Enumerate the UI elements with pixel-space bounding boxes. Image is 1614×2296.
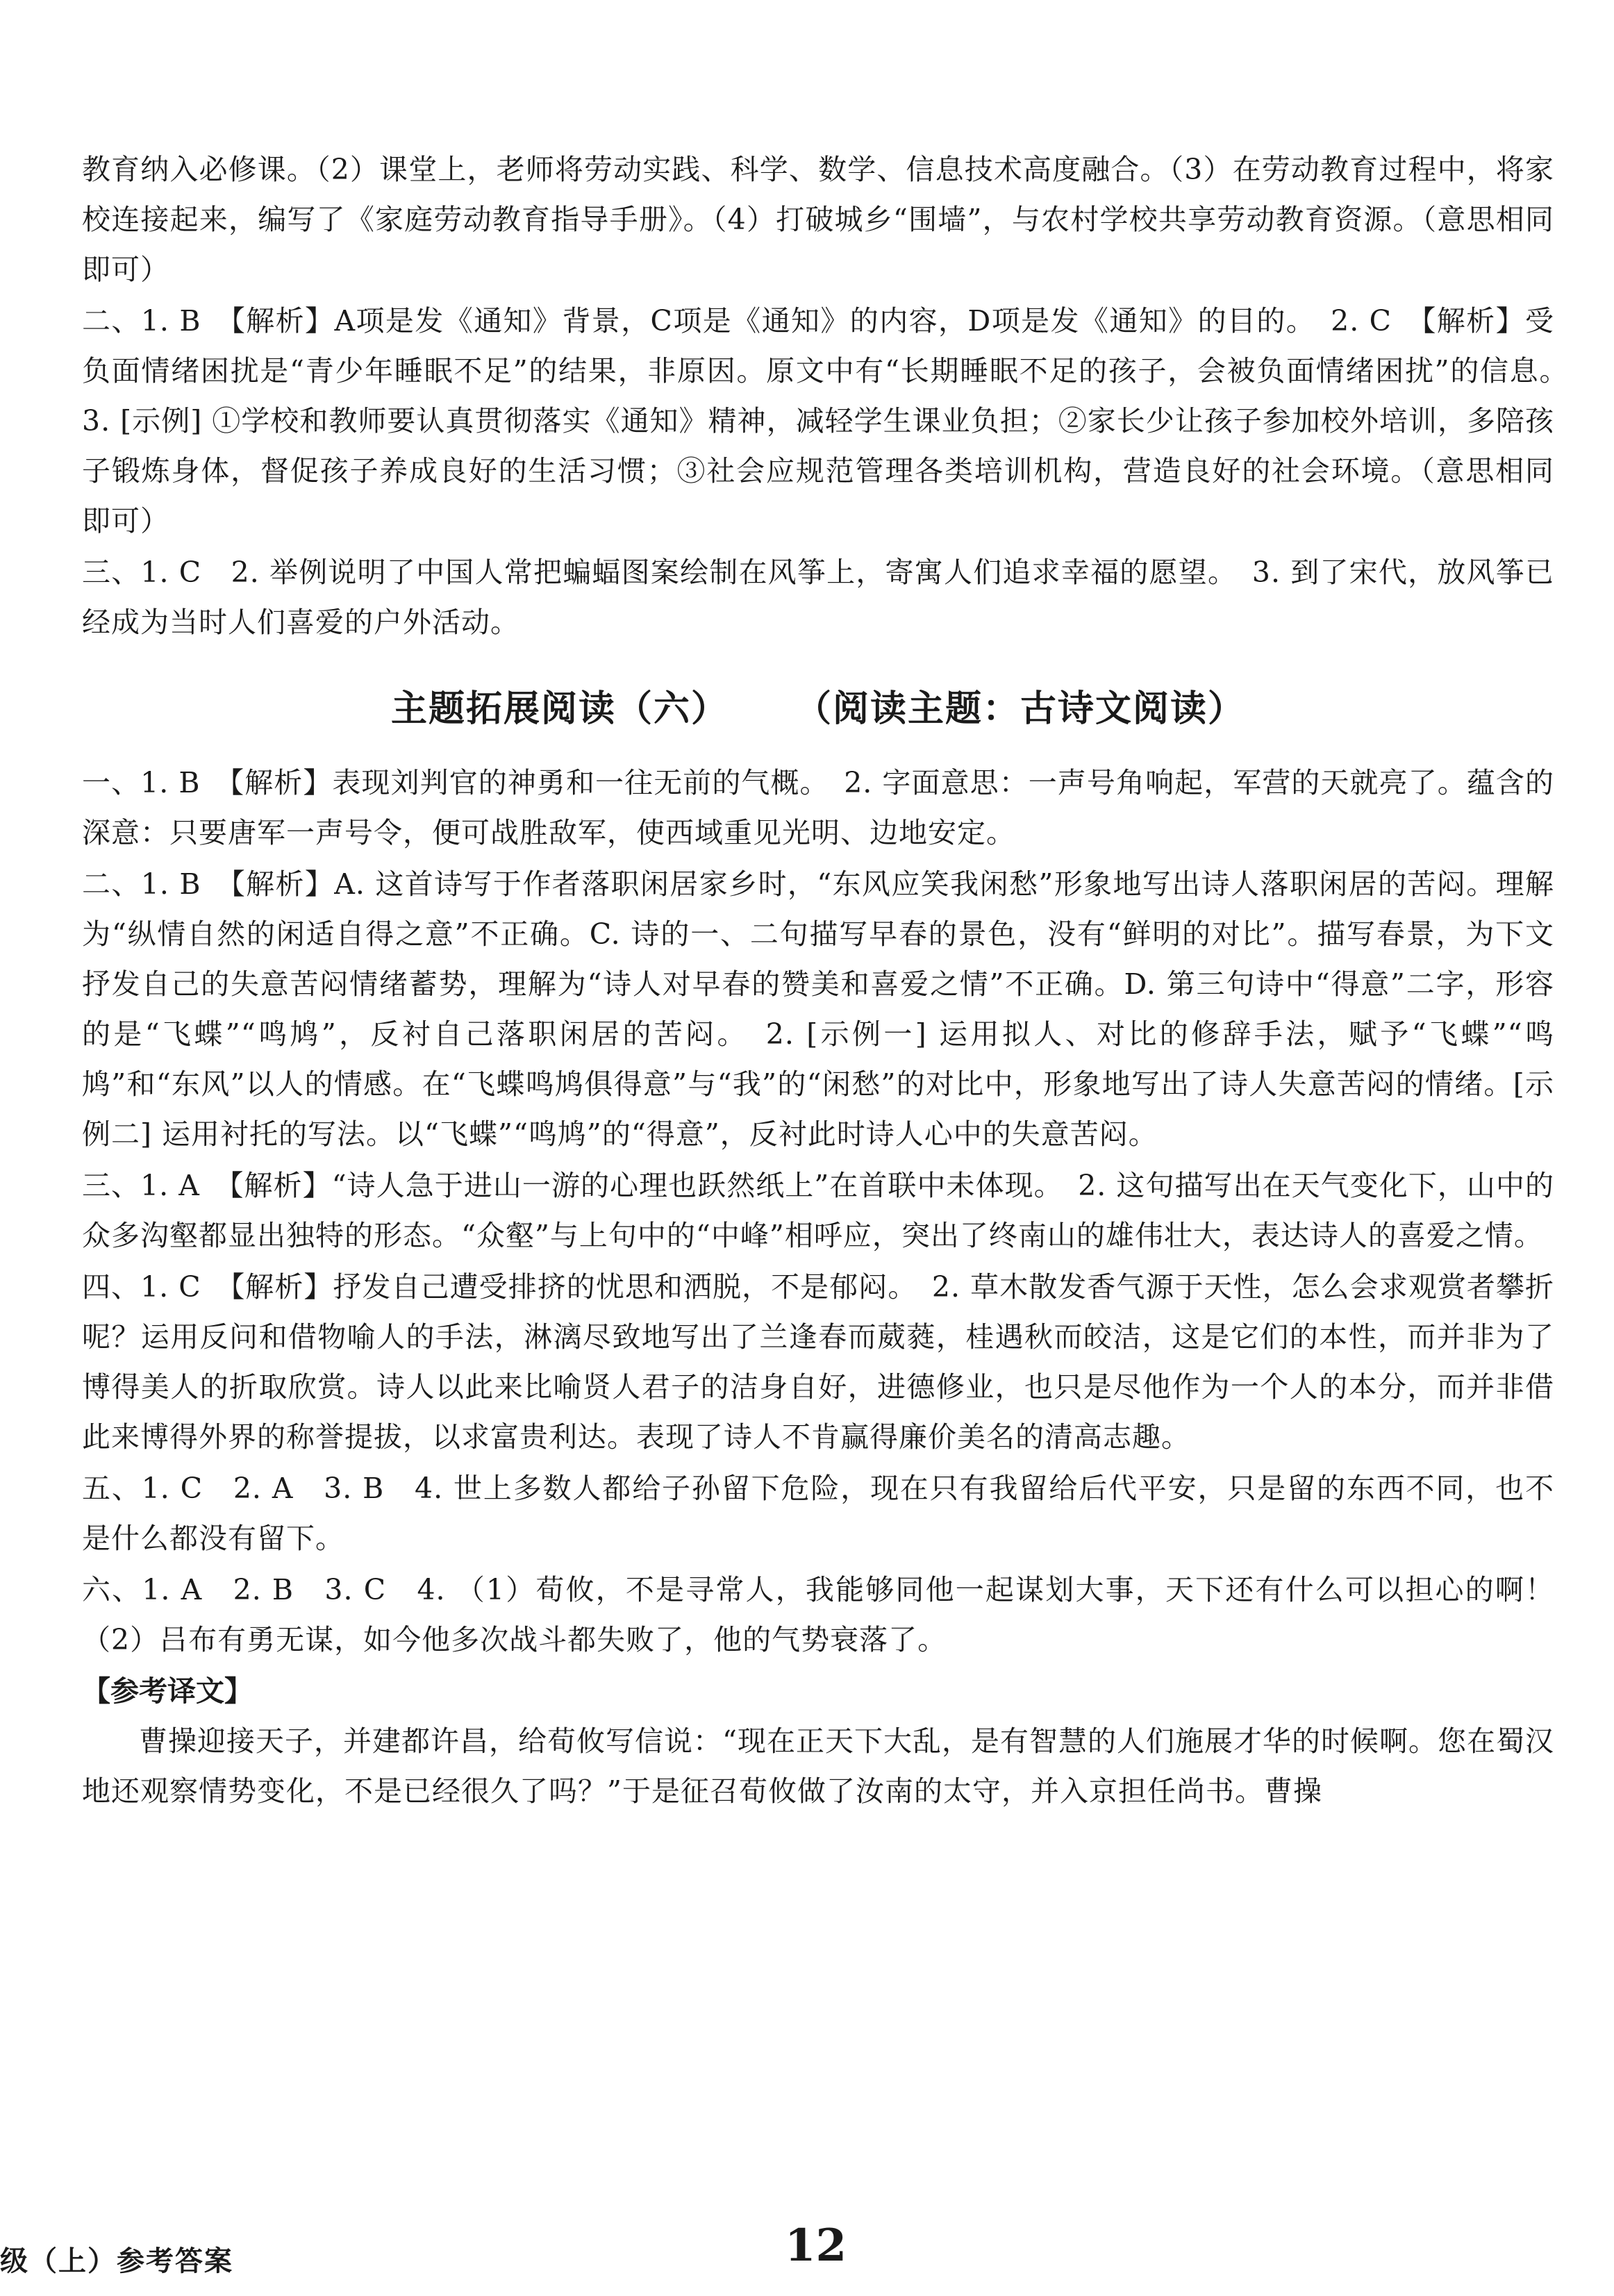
section-heading bbox=[82, 679, 1554, 731]
section-title-sub: （阅读主题：古诗文阅读） bbox=[795, 688, 1246, 730]
paragraph-section-3: 三、1. A 【解析】“诗人急于进山一游的心理也跃然纸上”在首联中未体现。 2. 这句描写出在天气变化下，山中的众多沟壑都显出独特的形态。“众壑”与上句中的“中峰”相呼应，突出了终南山的雄伟壮大，表达诗人的喜爱之情。 bbox=[82, 1169, 1554, 1252]
paragraph-top-3: 三、1. C 2. 举例说明了中国人常把蝙蝠图案绘制在风筝上，寄寓人们追求幸福的愿望。 3. 到了宋代，放风筝已经成为当时人们喜爱的户外活动。 bbox=[82, 556, 1554, 639]
page-number: 12 bbox=[785, 2220, 847, 2272]
paragraph-section-2: 二、1. B 【解析】A. 这首诗写于作者落职闲居家乡时，“东风应笑我闲愁”形象地写出诗人落职闲居的苦闷。理解为“纵情自然的闲适自得之意”不正确。C. 诗的一、二句描写早春的景色，没有“鲜明的对比”。描写春景，为下文抒发自己的失意苦闷情绪蓄势，理解为“诗人对早春的赞美和喜爱之情”不正确。D. 第三句诗中“得意”二字，形容的是“飞蝶”“鸣鸠”，反衬自己落职闲居的苦闷。 2. [示例一] 运用拟人、对比的修辞手法，赋予“飞蝶”“鸣鸠”和“东风”以人的情感。在“飞蝶鸣鸠俱得意”与“我”的“闲愁”的对比中，形象地写出了诗人失意苦闷的情绪。[示例二] 运用衬托的写法。以“飞蝶”“鸣鸠”的“得意”，反衬此时诗人心中的失意苦闷。 bbox=[82, 867, 1554, 1151]
reference-title: 【参考译文】 bbox=[82, 1674, 253, 1708]
paragraph-section-1: 一、1. B 【解析】表现刘判官的神勇和一往无前的气概。 2. 字面意思：一声号角响起，军营的天就亮了。蕴含的深意：只要唐军一声号令，便可战胜敌军，使西域重见光明、边地安定。 bbox=[82, 766, 1554, 849]
section-title-main: 主题拓展阅读（六） bbox=[390, 688, 729, 730]
paragraph-top-1: 教育纳入必修课。（2）课堂上，老师将劳动实践、科学、数学、信息技术高度融合。（3）在劳动教育过程中，将家校连接起来，编写了《家庭劳动教育指导手册》。（4）打破城乡“围墙”，与农村学校共享劳动教育资源。（意思相同即可） bbox=[82, 153, 1554, 286]
footer-label: 级（上）参考答案 bbox=[0, 2245, 233, 2277]
paragraph-section-6: 六、1. A 2. B 3. C 4. （1）荀攸，不是寻常人，我能够同他一起谋划大事，天下还有什么可以担心的啊！ （2）吕布有勇无谋，如今他多次战斗都失败了，他的气势衰落了。 bbox=[82, 1573, 1583, 1656]
paragraph-section-4: 四、1. C 【解析】抒发自己遭受排挤的忧思和洒脱，不是郁闷。 2. 草木散发香气源于天性，怎么会求观赏者攀折呢？运用反问和借物喻人的手法，淋漓尽致地写出了兰逢春而葳蕤，桂遇秋而皎洁，这是它们的本性，而并非为了博得美人的折取欣赏。诗人以此来比喻贤人君子的洁身自好，进德修业，也只是尽他作为一个人的本分，而并非借此来博得外界的称誉提拔，以求富贵利达。表现了诗人不肯赢得廉价美名的清高志趣。 bbox=[82, 1270, 1554, 1454]
paragraph-top-2: 二、1. B 【解析】A项是发《通知》背景，C项是《通知》的内容，D项是发《通知》的目的。 2. C 【解析】受负面情绪困扰是“青少年睡眠不足”的结果，非原因。原文中有“长期睡眠不足的孩子，会被负面情绪困扰”的信息。 3. [示例] ①学校和教师要认真贯彻落实《通知》精神，减轻学生课业负担；②家长少让孩子参加校外培训，多陪孩子锻炼身体，督促孩子养成良好的生活习惯；③社会应规范管理各类培训机构，营造良好的社会环境。（意思相同即可） bbox=[82, 304, 1583, 538]
answer-content bbox=[82, 144, 1583, 1816]
paragraph-section-5: 五、1. C 2. A 3. B 4. 世上多数人都给子孙留下危险，现在只有我留给后代平安，只是留的东西不同，也不是什么都没有留下。 bbox=[82, 1472, 1554, 1555]
reference-text: 曹操迎接天子，并建都许昌，给荀攸写信说：“现在正天下大乱，是有智慧的人们施展才华的时候啊。您在蜀汉地还观察情势变化，不是已经很久了吗？”于是征召荀攸做了汝南的太守，并入京担任尚书。曹操 bbox=[82, 1724, 1554, 1808]
